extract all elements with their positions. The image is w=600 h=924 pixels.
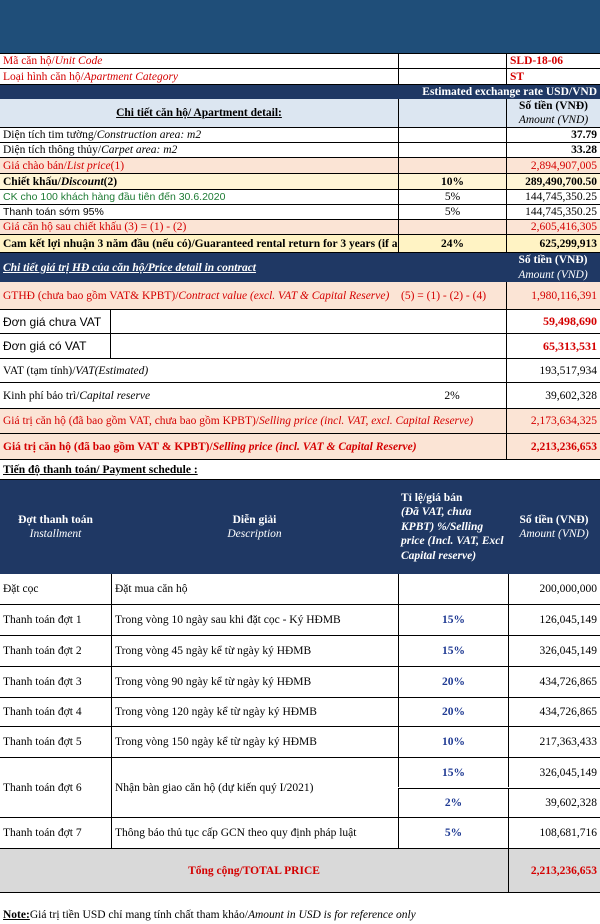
schedule-amount: 434,726,865 [508, 698, 600, 726]
early-payment-row [0, 205, 600, 220]
price-detail-header [0, 253, 600, 282]
price-after-discount-pct [398, 220, 506, 234]
price-detail-amount-header: Số tiền (VNĐ) Amount (VND) [518, 254, 588, 281]
schedule-amount: 434,726,865 [508, 667, 600, 697]
total-label: Tổng cộng/TOTAL PRICE [188, 864, 320, 877]
guaranteed-return-amount: 625,299,913 [506, 235, 600, 252]
early-payment-amount: 144,745,350.25 [506, 205, 600, 219]
discount-amount: 289,490,700.50 [506, 174, 600, 189]
category-gap [398, 69, 506, 84]
early-customer-discount-row [0, 190, 600, 205]
schedule-description: Đặt mua căn hộ [111, 574, 398, 604]
schedule-description: Trong vòng 10 ngày sau khi đặt cọc - Ký HĐMB [111, 605, 398, 635]
category-row [0, 69, 600, 85]
schedule-title: Tiến độ thanh toán/ Payment schedule : [3, 463, 198, 476]
schedule-pct: 10% [398, 727, 508, 757]
discount-pct: 10% [398, 174, 506, 189]
unit-code-value: SLD-18-06 [506, 54, 600, 68]
schedule-description: Trong vòng 45 ngày kể từ ngày ký HĐMB [111, 636, 398, 666]
category-value: ST [506, 69, 600, 84]
construction-area-pct [398, 128, 506, 142]
schedule-amount: 217,363,433 [508, 727, 600, 757]
discount-row [0, 174, 600, 190]
capital-reserve-row [0, 383, 600, 409]
selling-price-incl-label: Giá trị căn hộ (đã bao gồm VAT & KPBT)/ Selling price (incl. VAT & Capital Reserve) [3, 440, 417, 453]
early-payment-label: Thanh toán sớm 95% [3, 206, 104, 218]
guaranteed-return-label: Cam kết lợi nhuận 3 năm đầu (nếu có)/Guaranteed rental return for 3 years (if a [3, 237, 398, 250]
schedule-row-deposit [0, 574, 600, 605]
schedule-row-4 [0, 698, 600, 727]
schedule-pct: 15% [398, 636, 508, 666]
apartment-detail-gap [398, 99, 506, 127]
schedule-total-row [0, 849, 600, 893]
unit-price-incl-vat-label: Đơn giá có VAT [3, 339, 87, 353]
contract-value-formula: (5) = (1) - (2) - (4) [401, 289, 487, 302]
price-detail-title: Chi tiết giá trị HĐ của căn hộ/Price detail in contract [3, 261, 257, 274]
apartment-detail-header [0, 99, 600, 128]
carpet-area-row [0, 143, 600, 158]
carpet-area-pct [398, 143, 506, 157]
selling-price-excl-label: Giá trị căn hộ (đã bao gồm VAT, chưa bao gồm KPBT)/ Selling price (incl. VAT, excl. Capital Reserve) [3, 415, 474, 427]
schedule-installment: Thanh toán đợt 7 [3, 827, 82, 839]
schedule-amount: 326,045,149 [508, 636, 600, 666]
contract-value-row [0, 282, 600, 310]
schedule-description: Trong vòng 150 ngày kể từ ngày ký HĐMB [111, 727, 398, 757]
schedule-installment: Thanh toán đợt 2 [3, 645, 82, 657]
capital-reserve-amount: 39,602,328 [506, 383, 600, 408]
schedule-pct: 15% [398, 758, 508, 787]
price-after-discount-amount: 2,605,416,305 [506, 220, 600, 234]
list-price-pct [398, 158, 506, 173]
vat-pct [398, 359, 506, 382]
list-price-row [0, 158, 600, 174]
schedule-amount: 326,045,149 [508, 758, 600, 787]
schedule-amount: 126,045,149 [508, 605, 600, 635]
construction-area-amount: 37.79 [506, 128, 600, 142]
schedule-description: Trong vòng 90 ngày kể từ ngày ký HĐMB [111, 667, 398, 697]
note-row [0, 907, 600, 923]
category-label: Loại hình căn hộ/ Apartment Category [3, 70, 179, 83]
schedule-installment: Thanh toán đợt 5 [3, 736, 82, 748]
vat-amount: 193,517,934 [506, 359, 600, 382]
unit-code-label: Mã căn hộ/ Unit Code [3, 55, 103, 67]
guaranteed-return-pct: 24% [398, 235, 506, 252]
selling-price-incl-row [0, 434, 600, 460]
top-banner [0, 0, 600, 53]
early-customer-discount-pct: 5% [398, 190, 506, 204]
selling-price-incl-amount: 2,213,236,653 [506, 434, 600, 459]
price-after-discount-label: Giá căn hộ sau chiết khấu (3) = (1) - (2) [3, 221, 187, 233]
unit-code-row [0, 53, 600, 69]
schedule-col-installment: Đợt thanh toán Installment [18, 513, 93, 540]
schedule-description: Trong vòng 120 ngày kể từ ngày ký HĐMB [111, 698, 398, 726]
unit-price-incl-vat-row [0, 334, 600, 359]
total-amount: 2,213,236,653 [508, 849, 600, 892]
exchange-rate-label: Estimated exchange rate USD/VND [422, 86, 597, 98]
schedule-amount: 200,000,000 [508, 574, 600, 604]
early-customer-discount-label: CK cho 100 khách hàng đầu tiên đến 30.6.2020 [3, 191, 226, 203]
schedule-pct: 15% [398, 605, 508, 635]
unit-price-excl-vat-label: Đơn giá chưa VAT [3, 314, 102, 329]
schedule-pct: 20% [398, 698, 508, 726]
schedule-installment: Thanh toán đợt 6 [3, 781, 82, 794]
schedule-row-3 [0, 667, 600, 698]
schedule-installment: Thanh toán đợt 4 [3, 706, 82, 718]
construction-area-label: Diện tích tim tường/ Construction area: m2 [3, 129, 202, 141]
construction-area-row [0, 128, 600, 143]
unit-price-incl-vat-gap [110, 334, 506, 358]
schedule-pct: 5% [398, 818, 508, 848]
list-price-amount: 2,894,907,005 [506, 158, 600, 173]
schedule-col-amount: Số tiền (VNĐ) Amount (VND) [519, 513, 589, 540]
selling-price-excl-amount: 2,173,634,325 [506, 409, 600, 433]
schedule-col-description: Diễn giải Description [227, 513, 282, 540]
schedule-pct: 20% [398, 667, 508, 697]
apartment-detail-amount-header: Số tiền (VNĐ) Amount (VND) [506, 99, 600, 127]
note: Note: Giá trị tiền USD chỉ mang tính chất tham khảo/ Amount in USD is for reference only [3, 909, 416, 921]
contract-value-amount: 1,980,116,391 [506, 282, 600, 309]
apartment-detail-title: Chi tiết căn hộ/ Apartment detail: [116, 107, 282, 119]
schedule-pct [398, 574, 508, 604]
vat-row [0, 359, 600, 383]
schedule-amount-reserve: 39,602,328 [508, 788, 600, 817]
early-payment-pct: 5% [398, 205, 506, 219]
schedule-row-6 [0, 758, 600, 818]
early-customer-discount-amount: 144,745,350.25 [506, 190, 600, 204]
exchange-rate-row [0, 85, 600, 99]
capital-reserve-pct: 2% [444, 389, 460, 402]
carpet-area-amount: 33.28 [506, 143, 600, 157]
schedule-installment: Đặt cọc [3, 583, 39, 595]
vat-label: VAT (tạm tính)/ VAT(Estimated) [3, 364, 149, 377]
schedule-installment: Thanh toán đợt 1 [3, 614, 82, 626]
contract-value-label: GTHĐ (chưa bao gồm VAT& KPBT)/ Contract value (excl. VAT & Capital Reserve) [3, 289, 390, 302]
schedule-col-pct: Tỉ lệ/giá bán (Đã VAT, chưa KPBT) %/Selling price (Incl. VAT, Excl Capital reserve) [401, 492, 504, 562]
schedule-pct-reserve: 2% [398, 788, 508, 817]
discount-label: Chiết khấu/ Discount (2) [3, 175, 118, 188]
schedule-header [0, 480, 600, 574]
schedule-row-5 [0, 727, 600, 758]
schedule-title-row [0, 460, 600, 480]
schedule-row-7 [0, 818, 600, 849]
unit-price-excl-vat-row [0, 310, 600, 334]
schedule-installment: Thanh toán đợt 3 [3, 676, 82, 688]
unit-price-incl-vat-amount: 65,313,531 [506, 334, 600, 358]
carpet-area-label: Diện tích thông thủy/ Carpet area: m2 [3, 144, 178, 156]
schedule-row-1 [0, 605, 600, 636]
list-price-label: Giá chào bán/ List price (1) [3, 159, 125, 172]
schedule-row-2 [0, 636, 600, 667]
price-after-discount-row [0, 220, 600, 235]
schedule-description: Nhận bàn giao căn hộ (dự kiến quý I/2021) [111, 758, 398, 817]
schedule-amount: 108,681,716 [508, 818, 600, 848]
unit-code-gap [398, 54, 506, 68]
guaranteed-return-row [0, 235, 600, 253]
unit-price-excl-vat-gap [110, 310, 506, 333]
capital-reserve-label: Kinh phí bảo trì/ Capital reserve [3, 389, 151, 402]
unit-price-excl-vat-amount: 59,498,690 [506, 310, 600, 333]
selling-price-excl-row [0, 409, 600, 434]
schedule-description: Thông báo thủ tục cấp GCN theo quy định pháp luật [111, 818, 398, 848]
